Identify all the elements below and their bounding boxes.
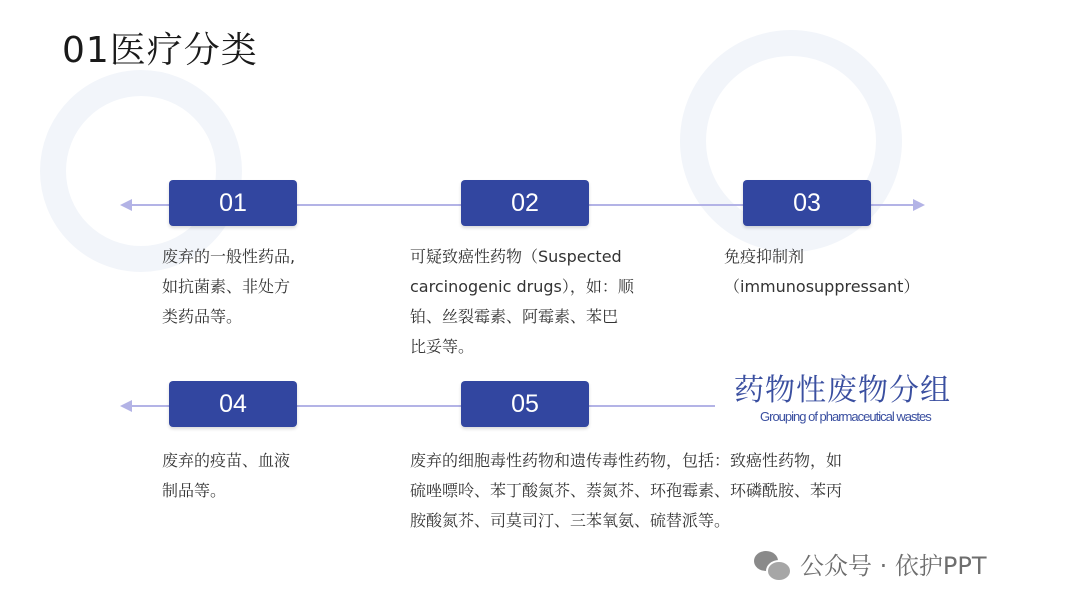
section-subtitle: Grouping of pharmaceutical wastes xyxy=(760,409,931,424)
wechat-icon xyxy=(752,547,792,581)
desc-line: （immunosuppressant） xyxy=(724,277,920,296)
step-badge-03: 03 xyxy=(743,180,871,226)
footer-text: 公众号 · 依护PPT xyxy=(800,552,987,580)
step-description-02 xyxy=(410,242,634,362)
step-badge-04: 04 xyxy=(169,381,297,427)
step-badge-05: 05 xyxy=(461,381,589,427)
step-badge-02: 02 xyxy=(461,180,589,226)
desc-line: 废弃的一般性药品, xyxy=(162,247,296,266)
step-description-01 xyxy=(162,242,295,332)
desc-line: 胺酸氮芥、司莫司汀、三苯氧氨、硫替派等。 xyxy=(410,511,731,530)
section-title: 药物性废物分组 xyxy=(734,373,951,408)
desc-line: 可疑致癌性药物（Suspected xyxy=(410,247,622,266)
desc-line: 类药品等。 xyxy=(162,307,243,326)
desc-line: 比妥等。 xyxy=(410,337,475,356)
step-description-05 xyxy=(410,446,842,536)
step-description-03 xyxy=(724,242,919,302)
desc-line: 如抗菌素、非处方 xyxy=(162,277,291,296)
desc-line: 铂、丝裂霉素、阿霉素、苯巴 xyxy=(410,307,619,326)
desc-line: 制品等。 xyxy=(162,481,227,500)
desc-line: 硫唑嘌呤、苯丁酸氮芥、萘氮芥、环孢霉素、环磷酰胺、苯丙 xyxy=(410,481,843,500)
desc-line: 废弃的细胞毒性药物和遗传毒性药物，包括：致癌性药物，如 xyxy=(410,451,843,470)
step-description-04 xyxy=(162,446,290,506)
page-title: 01医疗分类 xyxy=(62,30,258,71)
footer-watermark xyxy=(752,546,987,581)
desc-line: carcinogenic drugs），如：顺 xyxy=(410,277,634,296)
step-badge-01: 01 xyxy=(169,180,297,226)
desc-line: 免疫抑制剂 xyxy=(724,247,805,266)
desc-line: 废弃的疫苗、血液 xyxy=(162,451,291,470)
timeline-arrow-right xyxy=(913,199,925,211)
